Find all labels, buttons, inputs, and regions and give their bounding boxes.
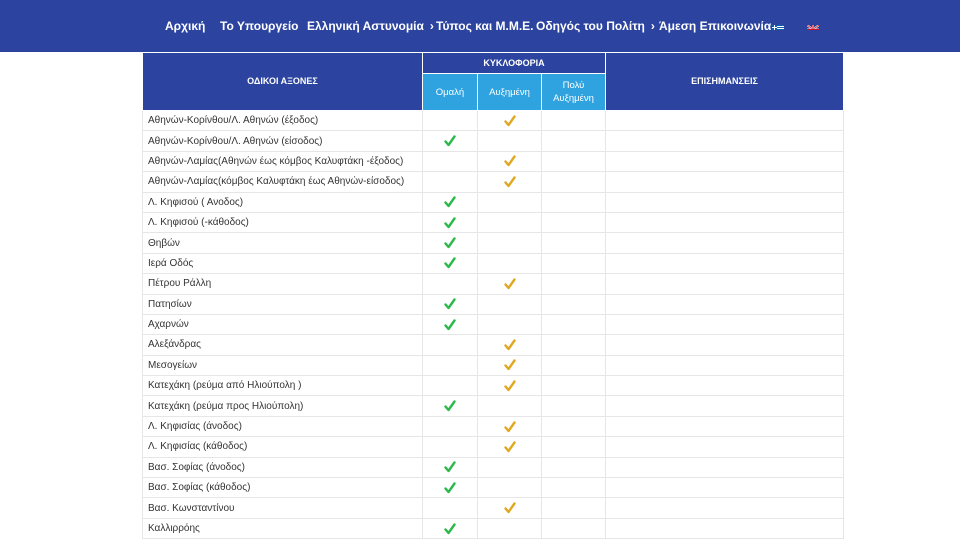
traffic-very-increased-cell (542, 253, 606, 273)
traffic-increased-cell (478, 437, 542, 457)
traffic-very-increased-cell (542, 396, 606, 416)
road-name-cell: Λ. Κηφισού ( Ανοδος) (143, 192, 423, 212)
table-row (143, 274, 844, 294)
road-name-cell: Πέτρου Ράλλη (143, 274, 423, 294)
nav-item-home[interactable] (165, 0, 205, 52)
traffic-increased-cell (478, 457, 542, 477)
traffic-normal-cell (423, 416, 478, 436)
nav-item-press-media[interactable] (436, 0, 534, 52)
traffic-increased-cell (478, 233, 542, 253)
traffic-increased-cell (478, 314, 542, 334)
traffic-very-increased-cell (542, 131, 606, 151)
checkmark-icon (504, 155, 516, 167)
table-row (143, 111, 844, 131)
traffic-increased-cell (478, 355, 542, 375)
traffic-very-increased-cell (542, 518, 606, 538)
road-name-cell: Αθηνών-Κορίνθου/Λ. Αθηνών (έξοδος) (143, 111, 423, 131)
header-road-axes: ΟΔΙΚΟΙ ΑΞΟΝΕΣ (143, 53, 423, 111)
checkmark-icon (504, 441, 516, 453)
notes-cell (606, 498, 844, 518)
table-row (143, 192, 844, 212)
traffic-very-increased-cell (542, 355, 606, 375)
traffic-increased-cell (478, 212, 542, 232)
checkmark-icon (444, 135, 456, 147)
road-name-cell: Κατεχάκη (ρεύμα προς Ηλιούπολη) (143, 396, 423, 416)
checkmark-icon (504, 380, 516, 392)
traffic-normal-cell (423, 192, 478, 212)
traffic-normal-cell (423, 457, 478, 477)
traffic-normal-cell (423, 253, 478, 273)
traffic-very-increased-cell (542, 233, 606, 253)
nav-item-label: Αρχική (165, 19, 206, 33)
traffic-table (142, 52, 844, 539)
checkmark-icon (444, 319, 456, 331)
traffic-increased-cell (478, 335, 542, 355)
greek-flag-icon[interactable] (772, 21, 784, 30)
checkmark-icon (504, 176, 516, 188)
traffic-very-increased-cell (542, 478, 606, 498)
table-row (143, 478, 844, 498)
traffic-increased-cell (478, 294, 542, 314)
traffic-normal-cell (423, 478, 478, 498)
notes-cell (606, 437, 844, 457)
chevron-right-icon: › (429, 19, 434, 33)
chevron-right-icon: › (650, 19, 655, 33)
notes-cell (606, 212, 844, 232)
traffic-very-increased-cell (542, 498, 606, 518)
nav-item-ministry[interactable] (220, 0, 299, 52)
nav-item-label: Ελληνική Αστυνομία (307, 19, 424, 33)
road-name-cell: Λ. Κηφισίας (άνοδος) (143, 416, 423, 436)
traffic-very-increased-cell (542, 457, 606, 477)
checkmark-icon (504, 278, 516, 290)
notes-cell (606, 478, 844, 498)
traffic-increased-cell (478, 111, 542, 131)
notes-cell (606, 396, 844, 416)
road-name-cell: Αθηνών-Κορίνθου/Λ. Αθηνών (είσοδος) (143, 131, 423, 151)
notes-cell (606, 314, 844, 334)
checkmark-icon (504, 421, 516, 433)
road-name-cell: Πατησίων (143, 294, 423, 314)
road-name-cell: Καλλιρρόης (143, 518, 423, 538)
traffic-very-increased-cell (542, 212, 606, 232)
nav-item-citizen-guide[interactable] (536, 0, 655, 52)
header-normal: Ομαλή (423, 74, 478, 111)
table-row (143, 376, 844, 396)
traffic-very-increased-cell (542, 376, 606, 396)
checkmark-icon (444, 400, 456, 412)
notes-cell (606, 518, 844, 538)
table-row (143, 131, 844, 151)
road-name-cell: Βασ. Σοφίας (άνοδος) (143, 457, 423, 477)
traffic-normal-cell (423, 314, 478, 334)
table-row (143, 212, 844, 232)
checkmark-icon (444, 196, 456, 208)
nav-item-hellenic-police[interactable] (307, 0, 434, 52)
notes-cell (606, 457, 844, 477)
road-name-cell: Ιερά Οδός (143, 253, 423, 273)
road-name-cell: Κατεχάκη (ρεύμα από Ηλιούπολη ) (143, 376, 423, 396)
traffic-very-increased-cell (542, 437, 606, 457)
road-name-cell: Αλεξάνδρας (143, 335, 423, 355)
notes-cell (606, 131, 844, 151)
road-name-cell: Αχαρνών (143, 314, 423, 334)
notes-cell (606, 294, 844, 314)
checkmark-icon (444, 237, 456, 249)
table-row (143, 457, 844, 477)
traffic-normal-cell (423, 233, 478, 253)
table-row (143, 396, 844, 416)
table-row (143, 518, 844, 538)
traffic-normal-cell (423, 151, 478, 171)
road-name-cell: Αθηνών-Λαμίας(Αθηνών έως κόμβος Καλυφτάκη -έξοδος) (143, 151, 423, 171)
traffic-normal-cell (423, 396, 478, 416)
uk-flag-icon[interactable] (807, 21, 819, 30)
table-row (143, 314, 844, 334)
checkmark-icon (504, 502, 516, 514)
table-row (143, 294, 844, 314)
traffic-increased-cell (478, 416, 542, 436)
traffic-normal-cell (423, 111, 478, 131)
checkmark-icon (504, 359, 516, 371)
checkmark-icon (444, 523, 456, 535)
nav-item-label: Το Υπουργείο (220, 19, 299, 33)
checkmark-icon (504, 339, 516, 351)
table-row (143, 151, 844, 171)
road-name-cell: Βασ. Σοφίας (κάθοδος) (143, 478, 423, 498)
checkmark-icon (444, 461, 456, 473)
top-navigation-bar (0, 0, 960, 52)
table-row (143, 416, 844, 436)
traffic-increased-cell (478, 498, 542, 518)
header-very-increased: Πολύ Αυξημένη (542, 74, 606, 111)
notes-cell (606, 274, 844, 294)
table-row (143, 172, 844, 192)
notes-cell (606, 416, 844, 436)
notes-cell (606, 192, 844, 212)
road-name-cell: Βασ. Κωνσταντίνου (143, 498, 423, 518)
traffic-increased-cell (478, 192, 542, 212)
road-name-cell: Λ. Κηφισίας (κάθοδος) (143, 437, 423, 457)
traffic-normal-cell (423, 335, 478, 355)
notes-cell (606, 151, 844, 171)
traffic-increased-cell (478, 274, 542, 294)
traffic-normal-cell (423, 131, 478, 151)
traffic-increased-cell (478, 396, 542, 416)
traffic-increased-cell (478, 151, 542, 171)
traffic-increased-cell (478, 172, 542, 192)
traffic-very-increased-cell (542, 192, 606, 212)
traffic-increased-cell (478, 253, 542, 273)
traffic-table-body (143, 111, 844, 539)
traffic-increased-cell (478, 478, 542, 498)
checkmark-icon (444, 298, 456, 310)
traffic-normal-cell (423, 355, 478, 375)
traffic-very-increased-cell (542, 335, 606, 355)
traffic-increased-cell (478, 376, 542, 396)
traffic-very-increased-cell (542, 416, 606, 436)
traffic-normal-cell (423, 376, 478, 396)
road-name-cell: Μεσογείων (143, 355, 423, 375)
notes-cell (606, 355, 844, 375)
traffic-normal-cell (423, 437, 478, 457)
table-row (143, 498, 844, 518)
notes-cell (606, 335, 844, 355)
checkmark-icon (444, 217, 456, 229)
traffic-very-increased-cell (542, 294, 606, 314)
notes-cell (606, 111, 844, 131)
traffic-normal-cell (423, 274, 478, 294)
notes-cell (606, 233, 844, 253)
checkmark-icon (444, 482, 456, 494)
header-traffic: ΚΥΚΛΟΦΟΡΙΑ (423, 53, 606, 74)
road-name-cell: Θηβών (143, 233, 423, 253)
nav-item-label: Τύπος και Μ.Μ.Ε. (436, 19, 534, 33)
header-increased: Αυξημένη (478, 74, 542, 111)
traffic-very-increased-cell (542, 314, 606, 334)
nav-item-label: Οδηγός του Πολίτη (536, 19, 645, 33)
road-name-cell: Αθηνών-Λαμίας(κόμβος Καλυφτάκη έως Αθηνών-είσοδος) (143, 172, 423, 192)
traffic-normal-cell (423, 294, 478, 314)
notes-cell (606, 172, 844, 192)
traffic-normal-cell (423, 172, 478, 192)
traffic-normal-cell (423, 498, 478, 518)
table-row (143, 253, 844, 273)
notes-cell (606, 376, 844, 396)
header-notes: ΕΠΙΣΗΜΑΝΣΕΙΣ (606, 53, 844, 111)
table-row (143, 355, 844, 375)
traffic-table-container (142, 52, 843, 539)
table-row (143, 335, 844, 355)
traffic-very-increased-cell (542, 172, 606, 192)
table-row (143, 437, 844, 457)
traffic-normal-cell (423, 518, 478, 538)
checkmark-icon (504, 115, 516, 127)
road-name-cell: Λ. Κηφισού (-κάθοδος) (143, 212, 423, 232)
traffic-very-increased-cell (542, 151, 606, 171)
table-row (143, 233, 844, 253)
nav-item-direct-contact[interactable] (659, 0, 771, 52)
traffic-increased-cell (478, 131, 542, 151)
traffic-normal-cell (423, 212, 478, 232)
checkmark-icon (444, 257, 456, 269)
nav-item-label: Άμεση Επικοινωνία (659, 19, 772, 33)
traffic-very-increased-cell (542, 111, 606, 131)
notes-cell (606, 253, 844, 273)
traffic-increased-cell (478, 518, 542, 538)
traffic-very-increased-cell (542, 274, 606, 294)
